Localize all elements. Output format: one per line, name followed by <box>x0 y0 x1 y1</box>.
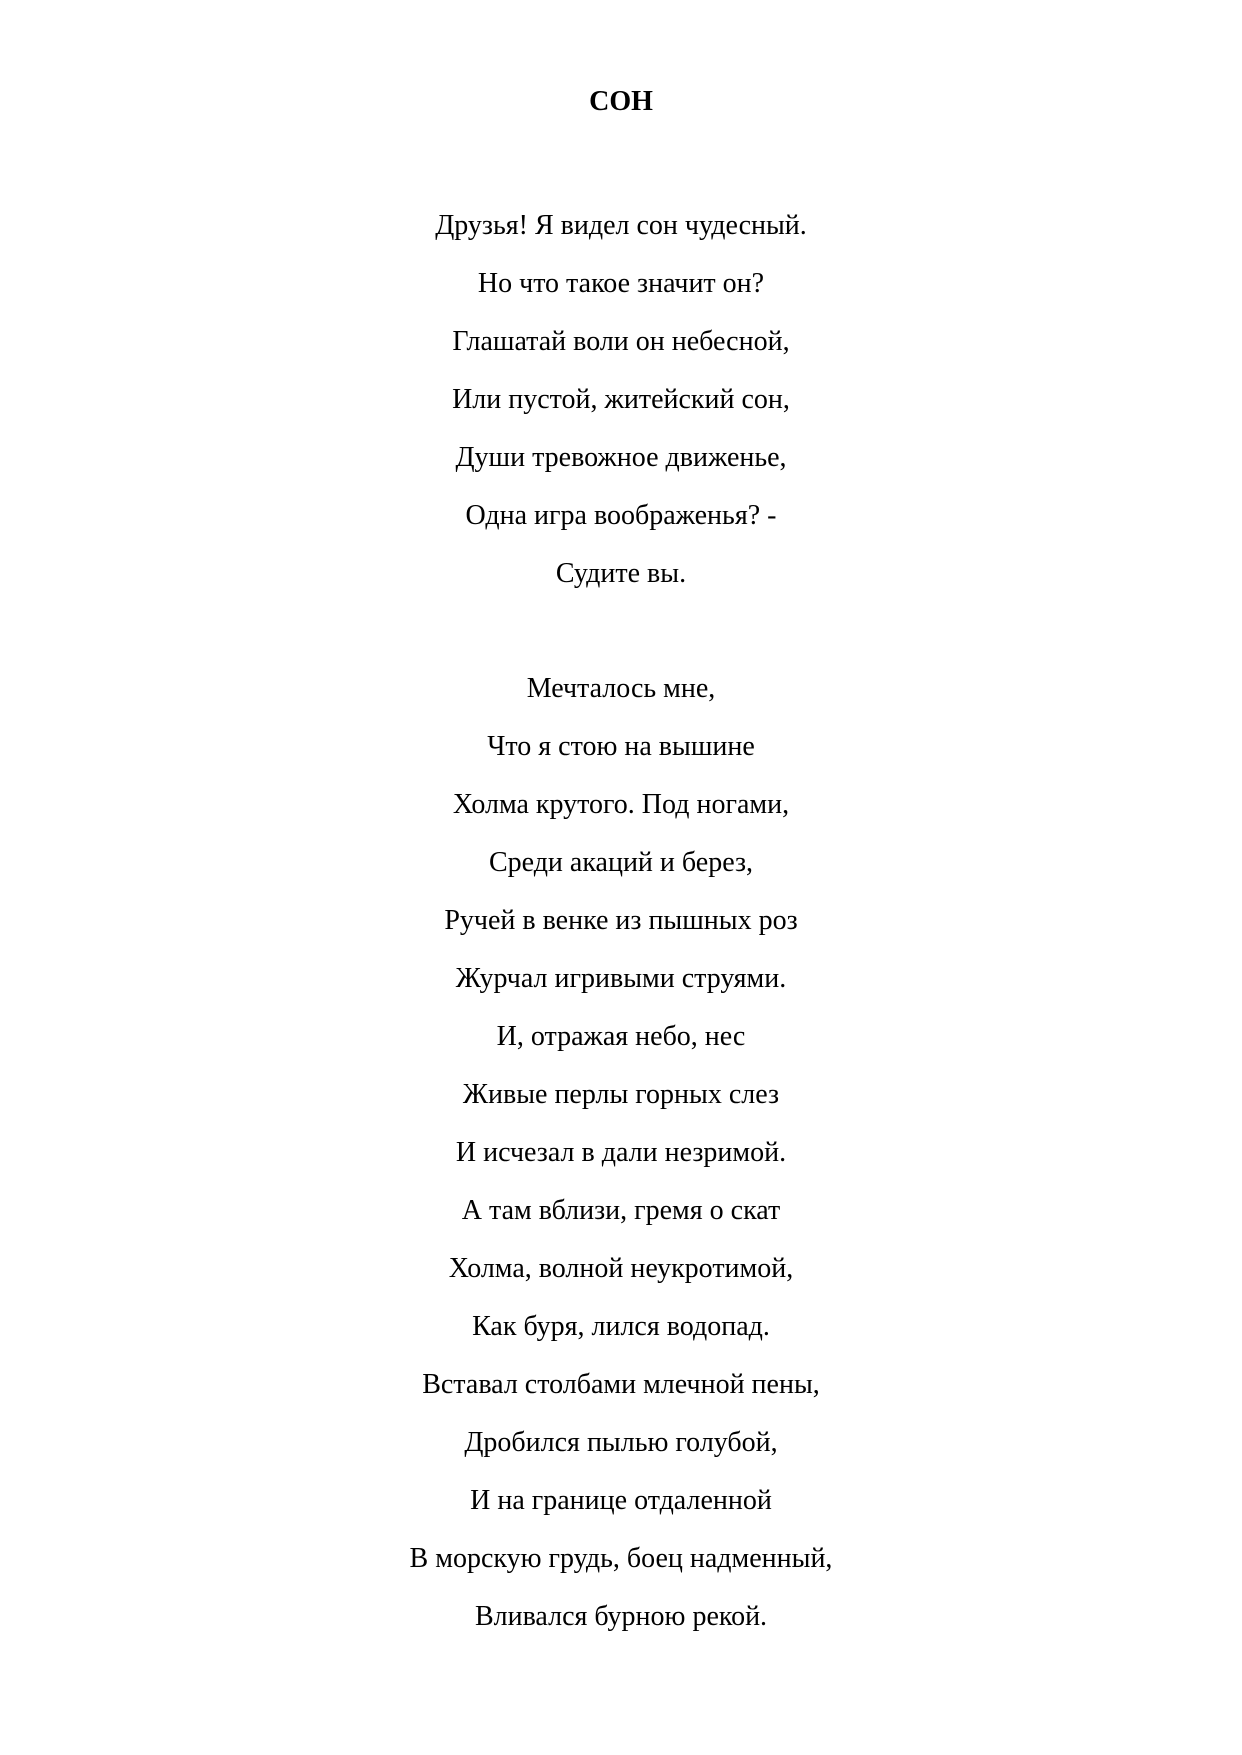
poem-line: Холма крутого. Под ногами, <box>452 789 790 820</box>
poem-line: Вливался бурною рекой. <box>474 1601 768 1632</box>
poem-line: И, отражая небо, нес <box>496 1021 746 1052</box>
poem-line: И на границе отдаленной <box>470 1485 772 1516</box>
poem-line: Друзья! Я видел сон чудесный. <box>435 210 807 241</box>
poem-line: И исчезал в дали незримой. <box>455 1137 787 1168</box>
poem-line: Что я стою на вышине <box>487 731 755 762</box>
poem-title: СОН <box>589 86 653 117</box>
poem-line: Дробился пылью голубой, <box>464 1427 778 1458</box>
poem-line: Холма, волной неукротимой, <box>448 1253 794 1284</box>
poem-line: Судите вы. <box>555 558 687 589</box>
poem-line: Ручей в венке из пышных роз <box>444 905 798 936</box>
poem-line: А там вблизи, гремя о скат <box>461 1195 781 1226</box>
stanza-2 <box>0 660 1242 1646</box>
stanza-1 <box>0 197 1242 603</box>
poem-line: Одна игра воображенья? - <box>465 500 777 531</box>
poem-line: Или пустой, житейский сон, <box>452 384 790 415</box>
poem-line: Живые перлы горных слез <box>462 1079 780 1110</box>
poem-line: Как буря, лился водопад. <box>472 1311 770 1342</box>
poem-line: Журчал игривыми струями. <box>455 963 787 994</box>
poem-line: Вставал столбами млечной пены, <box>422 1369 820 1400</box>
poem-line: Души тревожное движенье, <box>455 442 787 473</box>
poem-line: В морскую грудь, боец надменный, <box>409 1543 833 1574</box>
poem-line: Глашатай воли он небесной, <box>452 326 790 357</box>
poem-line: Но что такое значит он? <box>477 268 765 299</box>
poem-line: Среди акаций и берез, <box>488 847 754 878</box>
poem-line: Мечталось мне, <box>526 673 716 704</box>
